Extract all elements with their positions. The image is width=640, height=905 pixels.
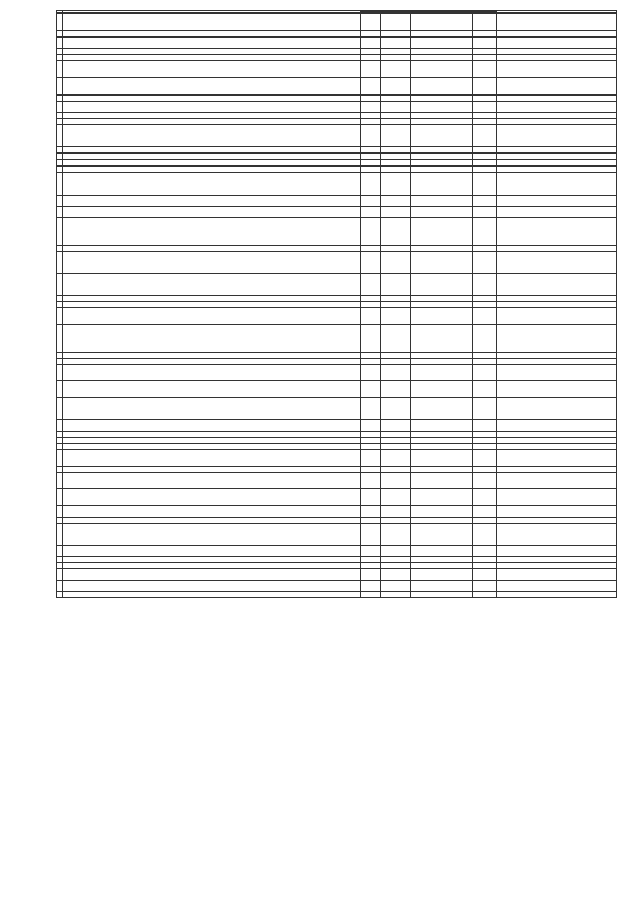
row-expense-kind <box>473 218 497 246</box>
row-section-code <box>381 218 411 246</box>
row-name <box>63 206 361 217</box>
row-name <box>63 449 361 466</box>
table-row <box>57 472 617 489</box>
table-row <box>57 449 617 466</box>
row-amount <box>497 580 617 591</box>
row-expense-kind <box>473 308 497 325</box>
table-row <box>57 420 617 431</box>
row-target-article <box>411 420 473 431</box>
row-grbs-code <box>361 325 381 353</box>
row-section-code <box>381 364 411 381</box>
table-row <box>57 195 617 206</box>
row-amount <box>497 218 617 246</box>
row-target-article <box>411 325 473 353</box>
row-grbs-code <box>361 506 381 517</box>
table-row <box>57 592 617 598</box>
row-section-code <box>381 61 411 78</box>
budget-table <box>56 10 617 598</box>
row-target-article <box>411 14 473 31</box>
row-target-article <box>411 592 473 598</box>
row-target-article <box>411 545 473 556</box>
row-target-article <box>411 472 473 489</box>
row-amount <box>497 101 617 112</box>
row-expense-kind <box>473 125 497 147</box>
row-expense-kind <box>473 569 497 580</box>
row-expense-kind <box>473 489 497 506</box>
row-target-article <box>411 580 473 591</box>
row-name <box>63 218 361 246</box>
row-expense-kind <box>473 206 497 217</box>
row-expense-kind <box>473 101 497 112</box>
row-grbs-code <box>361 449 381 466</box>
row-amount <box>497 325 617 353</box>
row-name <box>63 37 361 48</box>
row-expense-kind <box>473 173 497 195</box>
row-name <box>63 251 361 273</box>
row-target-article <box>411 569 473 580</box>
row-section-code <box>381 420 411 431</box>
row-target-article <box>411 506 473 517</box>
budget-page <box>56 10 616 598</box>
row-amount <box>497 77 617 94</box>
row-grbs-code <box>361 398 381 420</box>
row-section-code <box>381 545 411 556</box>
row-grbs-code <box>361 420 381 431</box>
row-amount <box>497 14 617 31</box>
table-row <box>57 506 617 517</box>
row-name <box>63 195 361 206</box>
row-amount <box>497 398 617 420</box>
row-amount <box>497 61 617 78</box>
table-row <box>57 101 617 112</box>
row-amount <box>497 592 617 598</box>
row-name <box>63 381 361 398</box>
row-section-code <box>381 274 411 296</box>
row-target-article <box>411 308 473 325</box>
row-section-code <box>381 195 411 206</box>
table-row <box>57 381 617 398</box>
row-grbs-code <box>361 218 381 246</box>
table-row <box>57 125 617 147</box>
row-name <box>63 580 361 591</box>
row-name <box>63 364 361 381</box>
row-target-article <box>411 101 473 112</box>
row-amount <box>497 545 617 556</box>
table-row <box>57 308 617 325</box>
row-target-article <box>411 398 473 420</box>
row-expense-kind <box>473 506 497 517</box>
row-name <box>63 545 361 556</box>
row-name <box>63 325 361 353</box>
row-target-article <box>411 61 473 78</box>
row-expense-kind <box>473 195 497 206</box>
row-grbs-code <box>361 592 381 598</box>
table-row <box>57 489 617 506</box>
row-grbs-code <box>361 545 381 556</box>
row-expense-kind <box>473 364 497 381</box>
row-amount <box>497 472 617 489</box>
row-grbs-code <box>361 14 381 31</box>
table-row <box>57 545 617 556</box>
table-row <box>57 569 617 580</box>
row-grbs-code <box>361 580 381 591</box>
row-expense-kind <box>473 545 497 556</box>
row-amount <box>497 489 617 506</box>
row-grbs-code <box>361 173 381 195</box>
row-target-article <box>411 77 473 94</box>
row-expense-kind <box>473 274 497 296</box>
row-section-code <box>381 506 411 517</box>
row-amount <box>497 364 617 381</box>
row-expense-kind <box>473 420 497 431</box>
row-target-article <box>411 251 473 273</box>
table-row <box>57 274 617 296</box>
row-amount <box>497 125 617 147</box>
row-section-code <box>381 14 411 31</box>
table-row <box>57 325 617 353</box>
row-grbs-code <box>361 195 381 206</box>
row-target-article <box>411 381 473 398</box>
row-section-code <box>381 77 411 94</box>
row-target-article <box>411 206 473 217</box>
row-amount <box>497 206 617 217</box>
row-amount <box>497 251 617 273</box>
row-name <box>63 14 361 31</box>
table-row <box>57 218 617 246</box>
row-name <box>63 472 361 489</box>
row-section-code <box>381 308 411 325</box>
row-amount <box>497 420 617 431</box>
row-name <box>63 61 361 78</box>
row-section-code <box>381 101 411 112</box>
row-expense-kind <box>473 14 497 31</box>
row-name <box>63 420 361 431</box>
row-section-code <box>381 251 411 273</box>
table-row <box>57 61 617 78</box>
row-target-article <box>411 364 473 381</box>
row-grbs-code <box>361 523 381 545</box>
table-row <box>57 37 617 48</box>
row-grbs-code <box>361 61 381 78</box>
row-section-code <box>381 173 411 195</box>
row-section-code <box>381 37 411 48</box>
row-amount <box>497 37 617 48</box>
row-expense-kind <box>473 472 497 489</box>
row-target-article <box>411 195 473 206</box>
table-row <box>57 251 617 273</box>
row-grbs-code <box>361 251 381 273</box>
row-name <box>63 506 361 517</box>
table-row <box>57 398 617 420</box>
row-target-article <box>411 489 473 506</box>
row-name <box>63 308 361 325</box>
row-expense-kind <box>473 381 497 398</box>
row-section-code <box>381 398 411 420</box>
row-amount <box>497 195 617 206</box>
row-grbs-code <box>361 125 381 147</box>
row-expense-kind <box>473 61 497 78</box>
row-target-article <box>411 218 473 246</box>
row-expense-kind <box>473 523 497 545</box>
table-row <box>57 523 617 545</box>
row-section-code <box>381 449 411 466</box>
row-expense-kind <box>473 449 497 466</box>
table-row <box>57 173 617 195</box>
row-grbs-code <box>361 37 381 48</box>
row-expense-kind <box>473 251 497 273</box>
row-expense-kind <box>473 325 497 353</box>
row-name <box>63 569 361 580</box>
row-expense-kind <box>473 592 497 598</box>
row-amount <box>497 569 617 580</box>
row-section-code <box>381 125 411 147</box>
row-section-code <box>381 569 411 580</box>
row-section-code <box>381 523 411 545</box>
row-expense-kind <box>473 37 497 48</box>
row-grbs-code <box>361 77 381 94</box>
row-target-article <box>411 37 473 48</box>
row-amount <box>497 449 617 466</box>
row-section-code <box>381 489 411 506</box>
row-amount <box>497 308 617 325</box>
row-grbs-code <box>361 569 381 580</box>
table-row <box>57 77 617 94</box>
row-name <box>63 274 361 296</box>
row-target-article <box>411 274 473 296</box>
row-name <box>63 173 361 195</box>
row-expense-kind <box>473 77 497 94</box>
row-grbs-code <box>361 364 381 381</box>
row-target-article <box>411 523 473 545</box>
table-row <box>57 580 617 591</box>
row-grbs-code <box>361 101 381 112</box>
row-amount <box>497 173 617 195</box>
row-name <box>63 592 361 598</box>
row-section-code <box>381 592 411 598</box>
row-grbs-code <box>361 274 381 296</box>
row-target-article <box>411 125 473 147</box>
row-expense-kind <box>473 398 497 420</box>
row-target-article <box>411 173 473 195</box>
row-grbs-code <box>361 381 381 398</box>
row-name <box>63 125 361 147</box>
row-name <box>63 101 361 112</box>
row-amount <box>497 274 617 296</box>
row-section-code <box>381 381 411 398</box>
row-name <box>63 489 361 506</box>
row-name <box>63 523 361 545</box>
row-name <box>63 77 361 94</box>
row-section-code <box>381 472 411 489</box>
row-name <box>63 398 361 420</box>
table-row <box>57 364 617 381</box>
row-grbs-code <box>361 472 381 489</box>
row-amount <box>497 381 617 398</box>
table-row <box>57 14 617 31</box>
row-section-code <box>381 206 411 217</box>
row-amount <box>497 523 617 545</box>
row-target-article <box>411 449 473 466</box>
row-grbs-code <box>361 308 381 325</box>
row-expense-kind <box>473 580 497 591</box>
row-grbs-code <box>361 489 381 506</box>
row-grbs-code <box>361 206 381 217</box>
row-section-code <box>381 580 411 591</box>
row-section-code <box>381 325 411 353</box>
table-row <box>57 206 617 217</box>
budget-rows <box>57 14 617 598</box>
row-amount <box>497 506 617 517</box>
